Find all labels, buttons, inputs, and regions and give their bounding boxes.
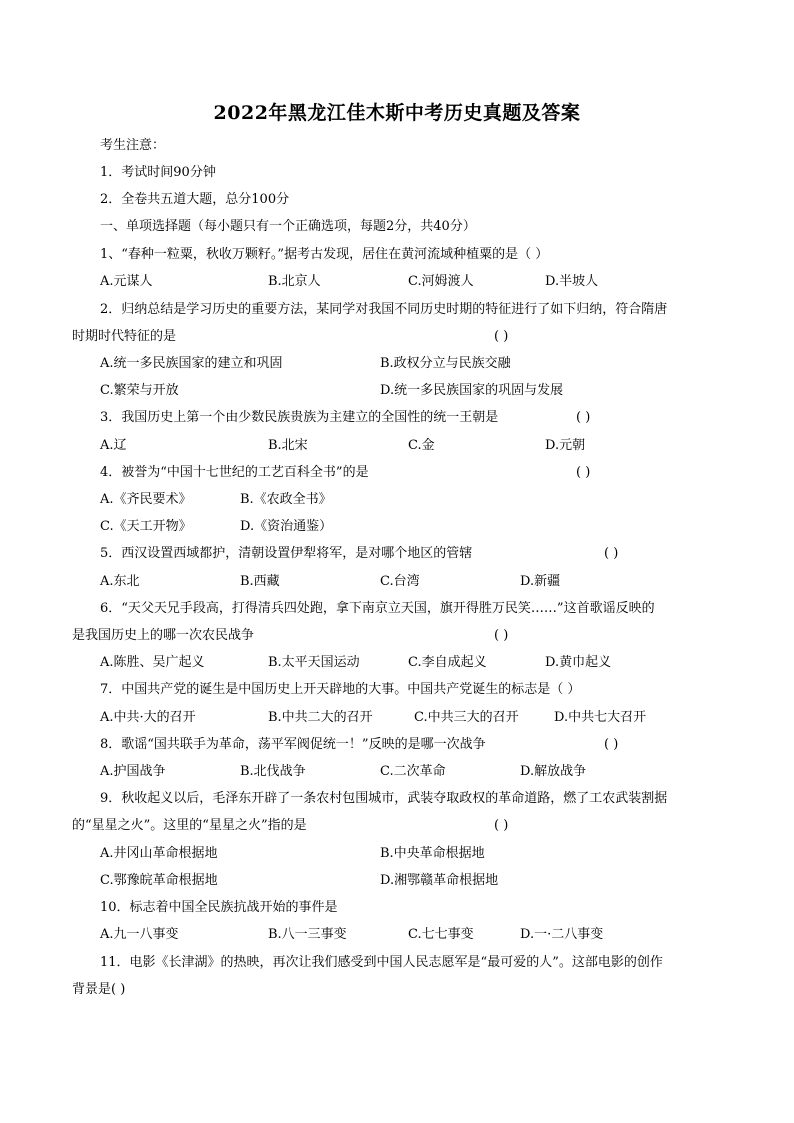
option-d: D.统一多民族国家的巩固与发展: [380, 383, 564, 398]
option-a: A.元谋人: [100, 274, 153, 289]
question-3-stem-line: [0, 408, 794, 428]
question-9-options-row2: [0, 871, 794, 891]
question-4-options-row1: [0, 490, 794, 510]
option-c: C.二次革命: [380, 764, 446, 779]
option-d: D.一·二八事变: [520, 927, 604, 942]
question-10-options: [0, 925, 794, 945]
question-6-stem: 6．“天父天兄手段高，打得清兵四处跑，拿下南京立天国，旗开得胜万民笑……”这首歌谣反映的: [100, 601, 655, 616]
question-6-stem-line2: 是我国历史上的哪一次农民战争: [72, 628, 255, 643]
question-5-stem: 5．西汉设置西域都护，清朝设置伊犁将军，是对哪个地区的管辖: [100, 546, 473, 561]
option-b: B.西藏: [240, 574, 280, 589]
option-c: C.台湾: [380, 574, 420, 589]
option-b: B.太平天国运动: [268, 655, 360, 670]
option-a: A.《齐民要术》: [100, 492, 192, 507]
option-d: D.黄巾起义: [545, 655, 612, 670]
option-a: A.统一多民族国家的建立和巩固: [100, 356, 283, 371]
question-7-stem: 7．中国共产党的诞生是中国历史上开天辟地的大事。中国共产党诞生的标志是（ ）: [100, 682, 581, 697]
question-9-options-row1: [0, 844, 794, 864]
option-c: C.金: [408, 438, 435, 453]
question-5-stem-line: [0, 544, 794, 564]
question-6-options: [0, 653, 794, 673]
notice-item-1: 1．考试时间90分钟: [100, 165, 216, 180]
question-2-stem-cont: [72, 327, 772, 347]
option-b: B.八一三事变: [268, 927, 347, 942]
option-b: B.北伐战争: [240, 764, 306, 779]
option-b: B.政权分立与民族交融: [380, 356, 511, 371]
option-d: D.新疆: [520, 574, 561, 589]
option-d: D.《资治通鉴）: [240, 519, 333, 534]
question-6-stem-cont: [0, 626, 794, 646]
option-a: A.井冈山革命根据地: [100, 846, 218, 861]
notice-item-2: 2．全卷共五道大题，总分100分: [100, 192, 290, 207]
question-3-stem: 3．我国历史上第一个由少数民族贵族为主建立的全国性的统一王朝是: [100, 410, 499, 425]
option-a: A.护国战争: [100, 764, 166, 779]
question-8-paren: ( ): [604, 737, 619, 752]
option-a: A.东北: [100, 574, 140, 589]
option-c: C.鄂豫皖革命根据地: [100, 873, 218, 888]
option-b: B.北宋: [268, 438, 308, 453]
option-c: C.繁荣与开放: [100, 383, 179, 398]
option-b: B.《农政全书》: [240, 492, 332, 507]
option-b: B.北京人: [268, 274, 321, 289]
question-5-paren: ( ): [604, 546, 619, 561]
question-6-paren: ( ): [494, 628, 509, 643]
question-1-options: [0, 272, 794, 292]
question-4-paren: ( ): [576, 465, 591, 480]
question-2-paren: ( ): [494, 329, 509, 344]
question-3-options: [0, 436, 794, 456]
option-b: B.中央革命根据地: [380, 846, 485, 861]
question-2-stem: 2．归纳总结是学习历史的重要方法，某同学对我国不同历史时期的特征进行了如下归纳，符合隋唐: [100, 302, 668, 317]
question-11-stem-line2: 背景是( ): [72, 982, 126, 997]
question-11-stem: 11．电影《长津湖》的热映，再次让我们感受到中国人民志愿军是“最可爱的人”。这部电影的创作: [100, 955, 663, 970]
question-4-stem: 4．被誉为“中国十七世纪的工艺百科全书”的是: [100, 465, 369, 480]
option-d: D.半坡人: [545, 274, 599, 289]
question-9-stem-line2: 的“星星之火”。这里的“星星之火”指的是: [72, 818, 307, 833]
option-c: C.河姆渡人: [408, 274, 474, 289]
question-3-paren: ( ): [576, 410, 591, 425]
question-7-options: [0, 708, 794, 728]
question-1-stem: 1、“春种一粒粟，秋收万颗籽。”据考古发现，居住在黄河流域种植粟的是（ ）: [100, 247, 549, 262]
question-9-stem: 9．秋收起义以后，毛泽东开辟了一条农村包围城市，武装夺取政权的革命道路，燃了工农武装割据: [100, 791, 668, 806]
option-d: D.元朝: [545, 438, 586, 453]
option-c: C.中共三大的召开: [414, 710, 519, 725]
question-2-options-row1: [0, 354, 794, 374]
option-c: C.《天工开物》: [100, 519, 192, 534]
question-4-stem-line: [0, 463, 794, 483]
question-8-stem: 8．歌谣“国共联手为革命，荡平军阀促统一！”反映的是哪一次战争: [100, 737, 486, 752]
question-10-stem: 10．标志着中国全民族抗战开始的事件是: [100, 900, 338, 915]
question-8-options: [0, 762, 794, 782]
question-9-paren: ( ): [494, 818, 509, 833]
page-title: 2022年黑龙江佳木斯中考历史真题及答案: [213, 102, 581, 124]
question-9-stem-cont: [0, 816, 794, 836]
option-d: D.中共七大召开: [554, 710, 647, 725]
option-a: A.辽: [100, 438, 127, 453]
option-a: A.中共·大的召开: [100, 710, 196, 725]
option-d: D.解放战争: [520, 764, 587, 779]
option-b: B.中共二大的召开: [268, 710, 373, 725]
question-2-options-row2: [0, 381, 794, 401]
option-d: D.湘鄂赣革命根据地: [380, 873, 499, 888]
option-a: A.九一八事变: [100, 927, 179, 942]
option-c: C.七七事变: [408, 927, 474, 942]
question-2-stem-line2: 时期时代特征的是: [72, 329, 177, 344]
question-4-options-row2: [0, 517, 794, 537]
question-5-options: [0, 572, 794, 592]
section-heading: 一、单项选择题（每小题只有一个正确选项，每题2分，共40分）: [100, 219, 476, 234]
notice-heading: 考生注意：: [100, 138, 166, 153]
question-8-stem-line: [0, 735, 794, 755]
option-c: C.李自成起义: [408, 655, 487, 670]
option-a: A.陈胜、吴广起义: [100, 655, 205, 670]
